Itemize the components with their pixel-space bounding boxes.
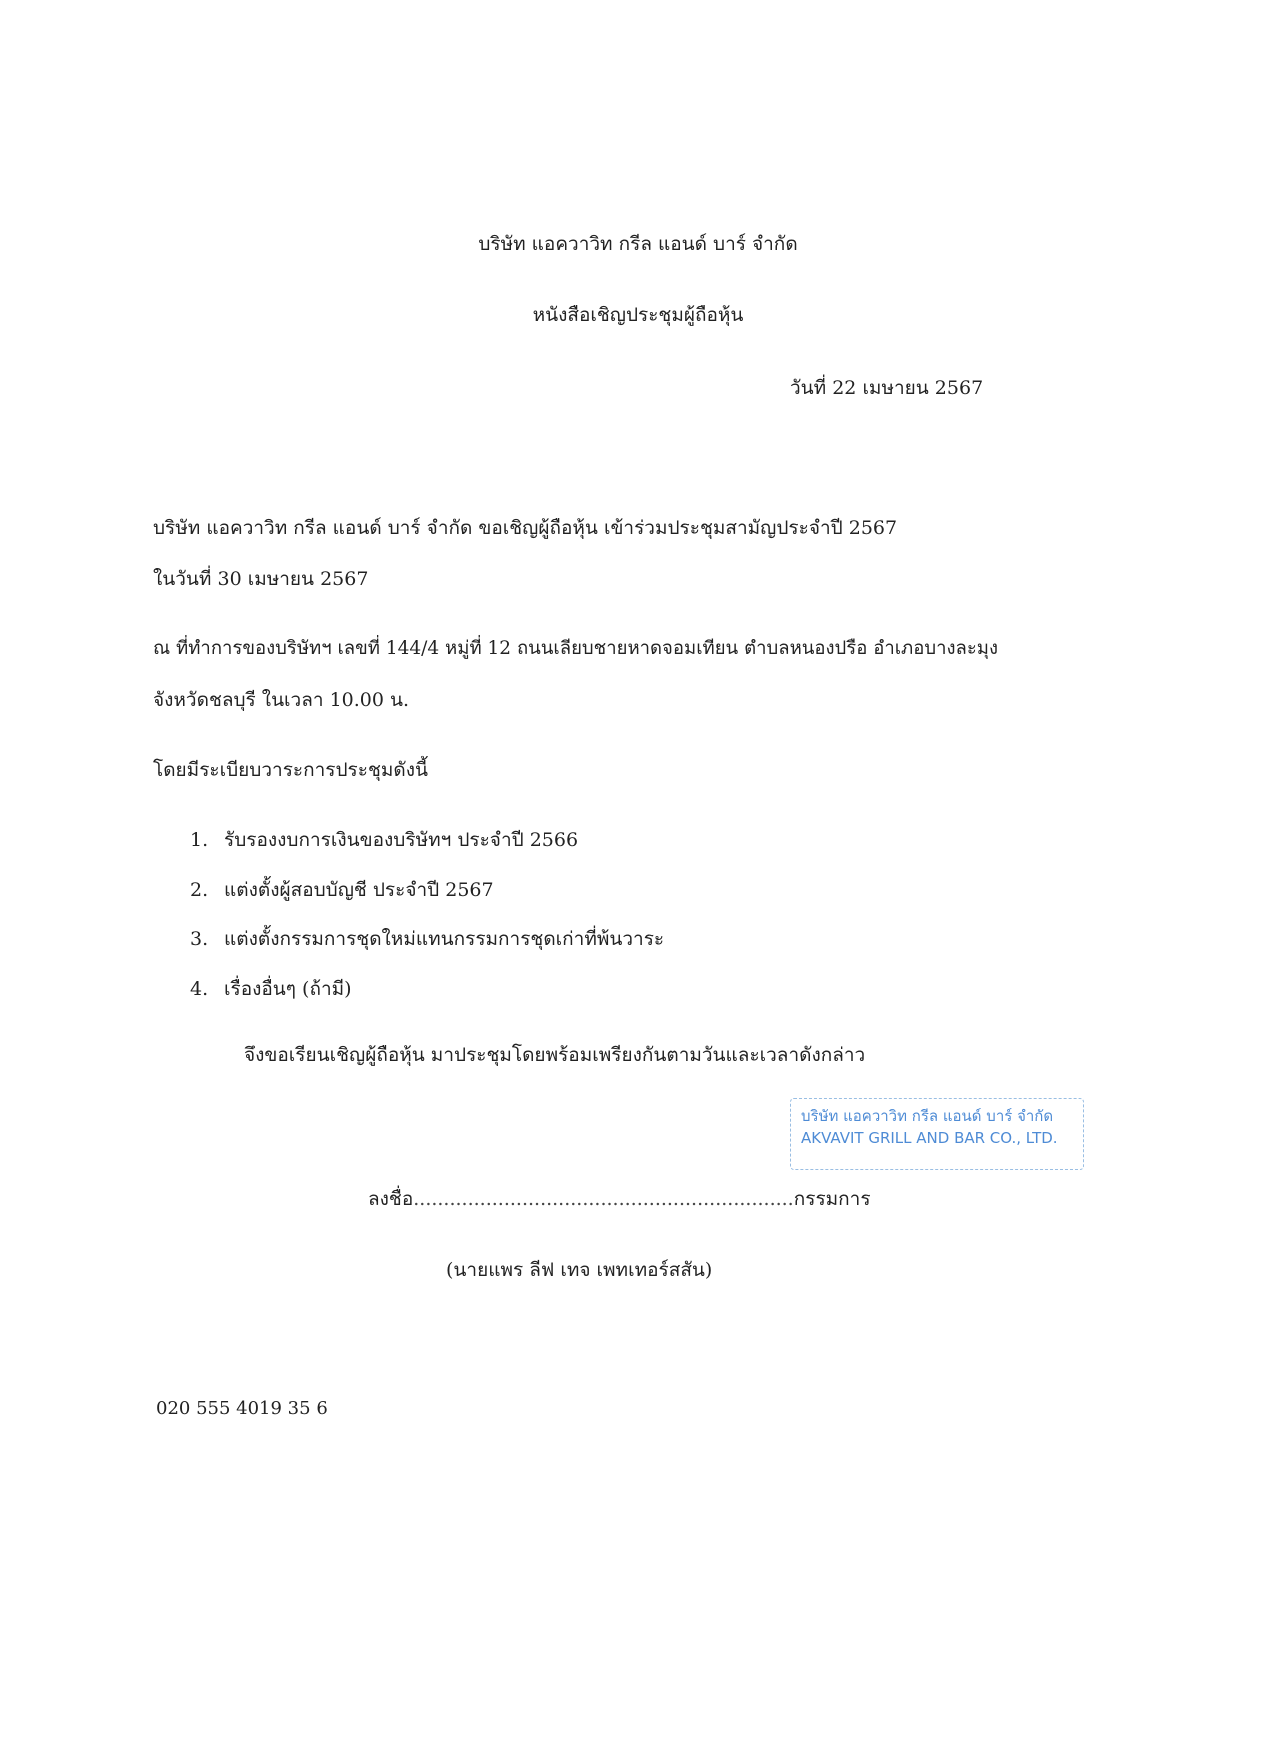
agenda-item [190,828,578,852]
agenda-item [190,977,352,1001]
company-stamp [790,1098,1084,1170]
closing-statement: จึงขอเรียนเชิญผู้ถือหุ้น มาประชุมโดยพร้อมเพรียงกันตามวันและเวลาดังกล่าว [244,1044,866,1066]
signatory-name: (นายแพร ลีฟ เทจ เพทเทอร์สสัน) [446,1259,713,1281]
agenda-item-number: 4. [190,978,209,1000]
intro-line-1: บริษัท แอควาวิท กรีล แอนด์ บาร์ จำกัด ขอเชิญผู้ถือหุ้น เข้าร่วมประชุมสามัญประจำปี 2567 [153,517,898,539]
venue-line-2: จังหวัดชลบุรี ในเวลา 10.00 น. [153,689,410,711]
venue-line-1: ณ ที่ทำการของบริษัทฯ เลขที่ 144/4 หมู่ที่ 12 ถนนเลียบชายหาดจอมเทียน ตำบลหนองปรือ อำเภอบางละมุง [153,638,999,659]
agenda-item-number: 2. [190,879,209,901]
stamp-english-name: AKVAVIT GRILL AND BAR CO., LTD. [801,1129,1058,1147]
company-title: บริษัท แอควาวิท กรีล แอนด์ บาร์ จำกัด [478,233,798,255]
document-title: หนังสือเชิญประชุมผู้ถือหุ้น [532,304,744,326]
agenda-item-number: 1. [190,829,209,851]
intro-line-2: ในวันที่ 30 เมษายน 2567 [153,568,369,590]
agenda-item-text: เรื่องอื่นๆ (ถ้ามี) [224,978,352,1000]
agenda-item-text: แต่งตั้งผู้สอบบัญชี ประจำปี 2567 [224,879,494,901]
agenda-item-number: 3. [190,928,209,950]
registration-number: 020 555 4019 35 6 [156,1398,328,1419]
date-line: วันที่ 22 เมษายน 2567 [790,377,984,399]
signature-dots: ............................................................... [413,1188,794,1210]
signature-prefix: ลงชื่อ [368,1188,414,1210]
agenda-item [190,878,494,902]
signature-role: กรรมการ [793,1188,871,1210]
agenda-intro: โดยมีระเบียบวาระการประชุมดังนี้ [153,759,428,781]
agenda-item-text: แต่งตั้งกรรมการชุดใหม่แทนกรรมการชุดเก่าที่พ้นวาระ [224,928,665,950]
agenda-item [190,927,664,951]
stamp-thai-name: บริษัท แอควาวิท กรีล แอนด์ บาร์ จำกัด [801,1107,1054,1125]
agenda-item-text: รับรองงบการเงินของบริษัทฯ ประจำปี 2566 [224,829,579,851]
signature-line [368,1187,871,1211]
